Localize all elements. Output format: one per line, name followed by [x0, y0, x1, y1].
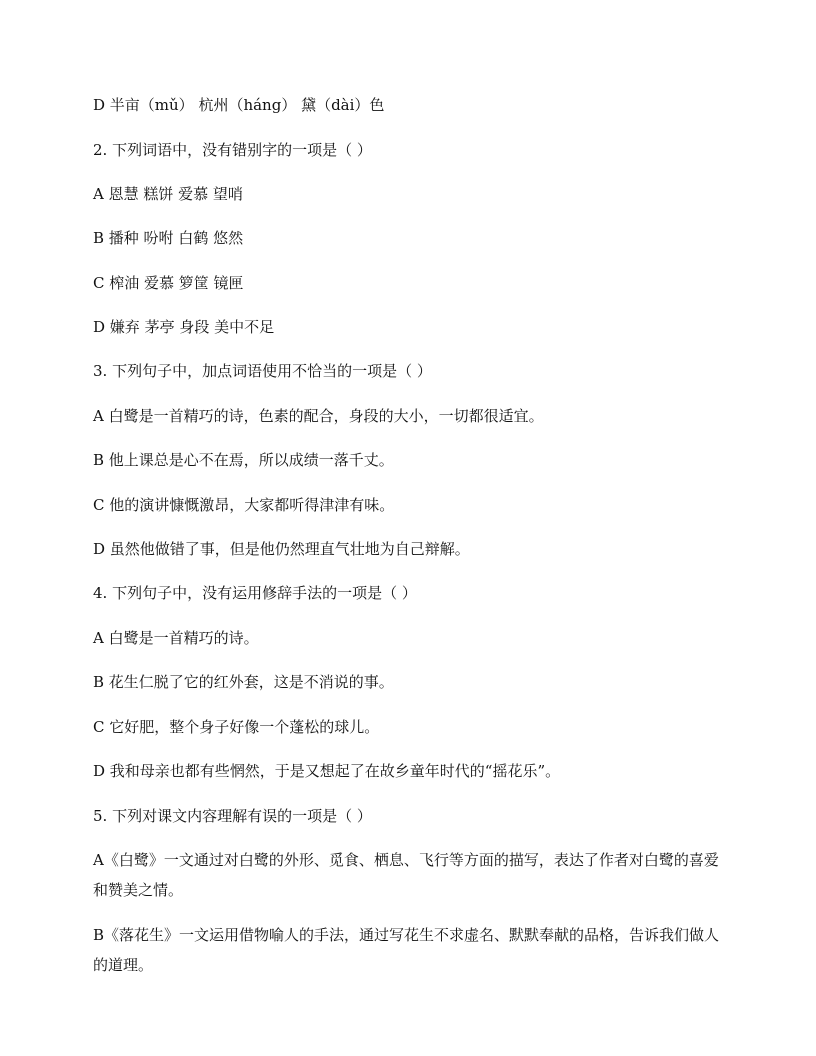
question-5-option-a: A《白鹭》一文通过对白鹭的外形、觅食、栖息、飞行等方面的描写，表达了作者对白鹭的喜爱和赞美之情。 — [93, 851, 719, 899]
question-4-option-c: C 它好肥，整个身子好像一个蓬松的球儿。 — [93, 718, 380, 736]
question-4-stem: 4. 下列句子中，没有运用修辞手法的一项是（ ） — [93, 584, 417, 602]
question-3-option-a: A 白鹭是一首精巧的诗，色素的配合，身段的大小，一切都很适宜。 — [93, 407, 544, 425]
question-3-option-d: D 虽然他做错了事，但是他仍然理直气壮地为自己辩解。 — [93, 540, 470, 558]
question-3-stem: 3. 下列句子中，加点词语使用不恰当的一项是（ ） — [93, 362, 432, 380]
question-2-option-b: B 播种 吩咐 白鹤 悠然 — [93, 229, 244, 247]
question-4-option-d: D 我和母亲也都有些惘然，于是又想起了在故乡童年时代的“摇花乐”。 — [93, 762, 561, 780]
question-3-option-c: C 他的演讲慷慨激昂，大家都听得津津有味。 — [93, 496, 395, 514]
question-2-option-d: D 嫌弃 茅亭 身段 美中不足 — [93, 318, 275, 336]
question-4-option-b: B 花生仁脱了它的红外套，这是不消说的事。 — [93, 673, 394, 691]
question-2-option-a: A 恩慧 糕饼 爱慕 望哨 — [93, 185, 243, 203]
question-5-option-b: B《落花生》一文运用借物喻人的手法，通过写花生不求虚名、默默奉献的品格，告诉我们做人的道理。 — [93, 926, 720, 974]
question-2-option-c: C 榨油 爱慕 箩筐 镜匣 — [93, 274, 244, 292]
question-1-option-d: D 半亩（mǔ） 杭州（háng） 黛（dài）色 — [93, 96, 385, 114]
question-5-stem: 5. 下列对课文内容理解有误的一项是（ ） — [93, 807, 372, 825]
question-2-stem: 2. 下列词语中，没有错别字的一项是（ ） — [93, 141, 372, 159]
question-4-option-a: A 白鹭是一首精巧的诗。 — [93, 629, 259, 647]
question-3-option-b: B 他上课总是心不在焉，所以成绩一落千丈。 — [93, 451, 394, 469]
